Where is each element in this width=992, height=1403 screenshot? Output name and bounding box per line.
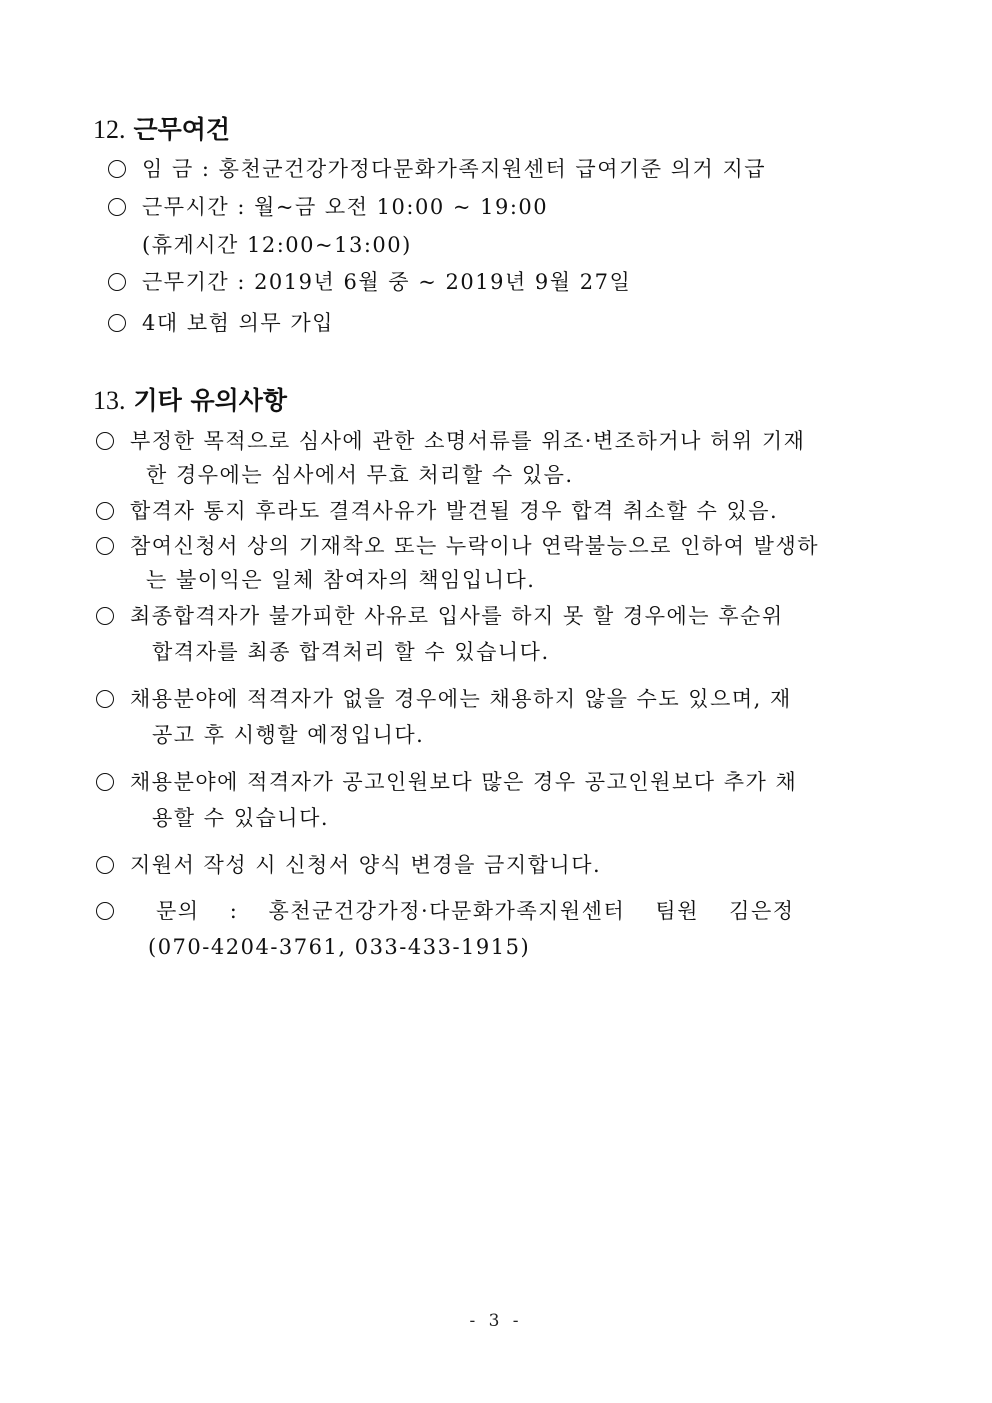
backup-line-1: 최종합격자가 불가피한 사유로 입사를 하지 못 할 경우에는 후순위 — [130, 604, 784, 628]
period-line: 근무기간 : 2019년 6월 중 ~ 2019년 9월 27일 — [142, 270, 632, 294]
form-rule-line: 지원서 작성 시 신청서 양식 변경을 금지합니다. — [130, 853, 602, 877]
circle-bullet-icon — [108, 273, 126, 291]
circle-bullet-icon — [96, 537, 114, 555]
extra-hire-line-2: 용할 수 있습니다. — [152, 806, 330, 830]
liability-line-2: 는 불이익은 일체 참여자의 책임입니다. — [146, 568, 536, 592]
liability-line-1: 참여신청서 상의 기재착오 또는 누락이나 연락불능으로 인하여 발생하 — [130, 534, 820, 558]
section-12-number: 12. — [93, 115, 126, 144]
circle-bullet-icon — [96, 607, 114, 625]
extra-hire-line-1: 채용분야에 적격자가 공고인원보다 많은 경우 공고인원보다 추가 채 — [130, 770, 798, 794]
section-12-heading — [93, 115, 230, 145]
hours-line: 근무시간 : 월~금 오전 10:00 ~ 19:00 — [142, 195, 549, 219]
circle-bullet-icon — [108, 314, 126, 332]
backup-line-2: 합격자를 최종 합격처리 할 수 있습니다. — [152, 640, 550, 664]
section-13-title: 기타 유의사항 — [133, 386, 288, 415]
circle-bullet-icon — [108, 198, 126, 216]
insurance-line: 4대 보험 의무 가입 — [142, 311, 334, 335]
wage-line: 임 금 : 홍천군건강가정다문화가족지원센터 급여기준 의거 지급 — [142, 157, 767, 181]
contact-phone-line: (070-4204-3761, 033-433-1915) — [148, 935, 531, 959]
contact-line-1: 문의 : 홍천군건강가정·다문화가족지원센터 팀원 김은정 — [156, 899, 795, 923]
circle-bullet-icon — [96, 902, 114, 920]
no-candidate-line-1: 채용분야에 적격자가 없을 경우에는 채용하지 않을 수도 있으며, 재 — [130, 687, 792, 711]
circle-bullet-icon — [96, 432, 114, 450]
forgery-line-2: 한 경우에는 심사에서 무효 처리할 수 있음. — [146, 463, 574, 487]
page-number: - 3 - — [469, 1311, 523, 1331]
circle-bullet-icon — [96, 856, 114, 874]
circle-bullet-icon — [96, 502, 114, 520]
disqualify-line: 합격자 통지 후라도 결격사유가 발견될 경우 합격 취소할 수 있음. — [130, 499, 779, 523]
forgery-line-1: 부정한 목적으로 심사에 관한 소명서류를 위조·변조하거나 허위 기재 — [130, 429, 806, 453]
circle-bullet-icon — [96, 690, 114, 708]
circle-bullet-icon — [96, 773, 114, 791]
no-candidate-line-2: 공고 후 시행할 예정입니다. — [152, 723, 425, 747]
break-line: (휴게시간 12:00~13:00) — [142, 233, 412, 257]
section-13-heading — [93, 386, 287, 416]
circle-bullet-icon — [108, 160, 126, 178]
section-13-number: 13. — [93, 386, 126, 415]
section-12-title: 근무여건 — [133, 115, 231, 144]
